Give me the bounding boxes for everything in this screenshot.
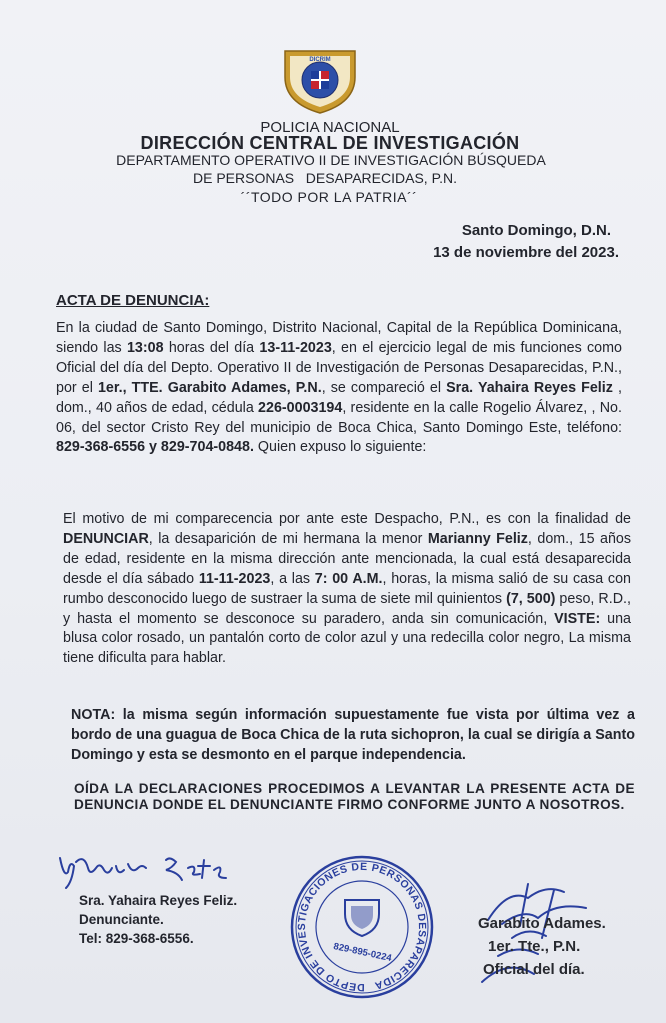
department-stamp bbox=[287, 852, 437, 1002]
complainant-role: Denunciante. bbox=[79, 912, 164, 927]
complainant-signature bbox=[54, 838, 254, 893]
paragraph-intro: En la ciudad de Santo Domingo, Distrito Nacional, Capital de la República Dominicana, siendo las 13:08 horas del día 13-11-2023, en el ejercicio legal de mis funciones como Oficial del día del Depto. Operativo II de Investigación de Personas Desaparecidas, P.N., por el 1er., TTE. Garabito Adames, P.N., se compareció el Sra. Yahaira Reyes Feliz , dom., 40 años de edad, cédula 226-0003194, residente en la calle Rogelio Álvarez, , No. 06, del sector Cristo Rey del municipio de Boca Chica, Santo Domingo Este, teléfono: 829-368-6556 y 829-704-0848. Quien expuso lo siguiente: bbox=[56, 320, 622, 456]
acta-title: ACTA DE DENUNCIA: bbox=[56, 292, 210, 309]
nota-paragraph: NOTA: la misma según información supuestamente fue vista por última vez a bordo de una guagua de Boca Chica de la ruta sichopron, la cual se dirigía a Santo Domingo y esta se desmonto en el parque independencia. bbox=[71, 707, 635, 763]
complainant-tel: Tel: 829-368-6556. bbox=[79, 931, 194, 946]
police-crest-logo bbox=[281, 47, 359, 115]
document-date: 13 de noviembre del 2023. bbox=[433, 244, 619, 261]
complainant-block bbox=[79, 891, 237, 948]
svg-text:DICRIM: DICRIM bbox=[309, 57, 331, 63]
officer-name: Garabito Adames. bbox=[478, 915, 606, 932]
officer-block bbox=[478, 912, 606, 981]
header-motto: ´´TODO POR LA PATRIA´´ bbox=[240, 189, 418, 205]
complainant-name: Sra. Yahaira Reyes Feliz. bbox=[79, 893, 238, 908]
officer-role: Oficial del día. bbox=[483, 961, 585, 978]
header-department-cont: DE PERSONAS DESAPARECIDAS, P.N. bbox=[192, 170, 457, 186]
svg-text:829-895-0224: 829-895-0224 bbox=[332, 941, 393, 965]
svg-text:DEPTO DE INVESTIGACIONES DE PE: DEPTO DE INVESTIGACIONES DE PERSONAS DESAPARECIDAS bbox=[295, 860, 429, 994]
header-direction: DIRECCIÓN CENTRAL DE INVESTIGACIÓN bbox=[140, 133, 520, 153]
header-department: DEPARTAMENTO OPERATIVO II DE INVESTIGACIÓN BÚSQUEDA bbox=[116, 152, 546, 168]
closing-paragraph: OÍDA LA DECLARACIONES PROCEDIMOS A LEVANTAR LA PRESENTE ACTA DE DENUNCIA DONDE EL DENUNCIANTE FIRMO CONFORME JUNTO A NOSOTROS. bbox=[74, 781, 635, 813]
document-place: Santo Domingo, D.N. bbox=[461, 222, 611, 239]
header-police: POLICIA NACIONAL bbox=[260, 119, 400, 136]
paragraph-statement: El motivo de mi comparecencia por ante este Despacho, P.N., es con la finalidad de DENUNCIAR, la desaparición de mi hermana la menor Marianny Feliz, dom., 15 años de edad, residente en la misma dirección ante mencionada, la cual está desaparecida desde el día sábado 11-11-2023, a las 7: 00 A.M., horas, la misma salió de su casa con rumbo desconocido luego de sustraer la suma de siete mil quinientos (7, 500) peso, R.D., y hasta el momento se desconoce su paradero, anda sin comunicación, VISTE: una blusa color rosado, un pantalón corto de color azul y una redecilla color negro, La misma tiene dificulta para hablar. bbox=[63, 511, 632, 667]
officer-rank: 1er. Tte., P.N. bbox=[488, 938, 581, 955]
